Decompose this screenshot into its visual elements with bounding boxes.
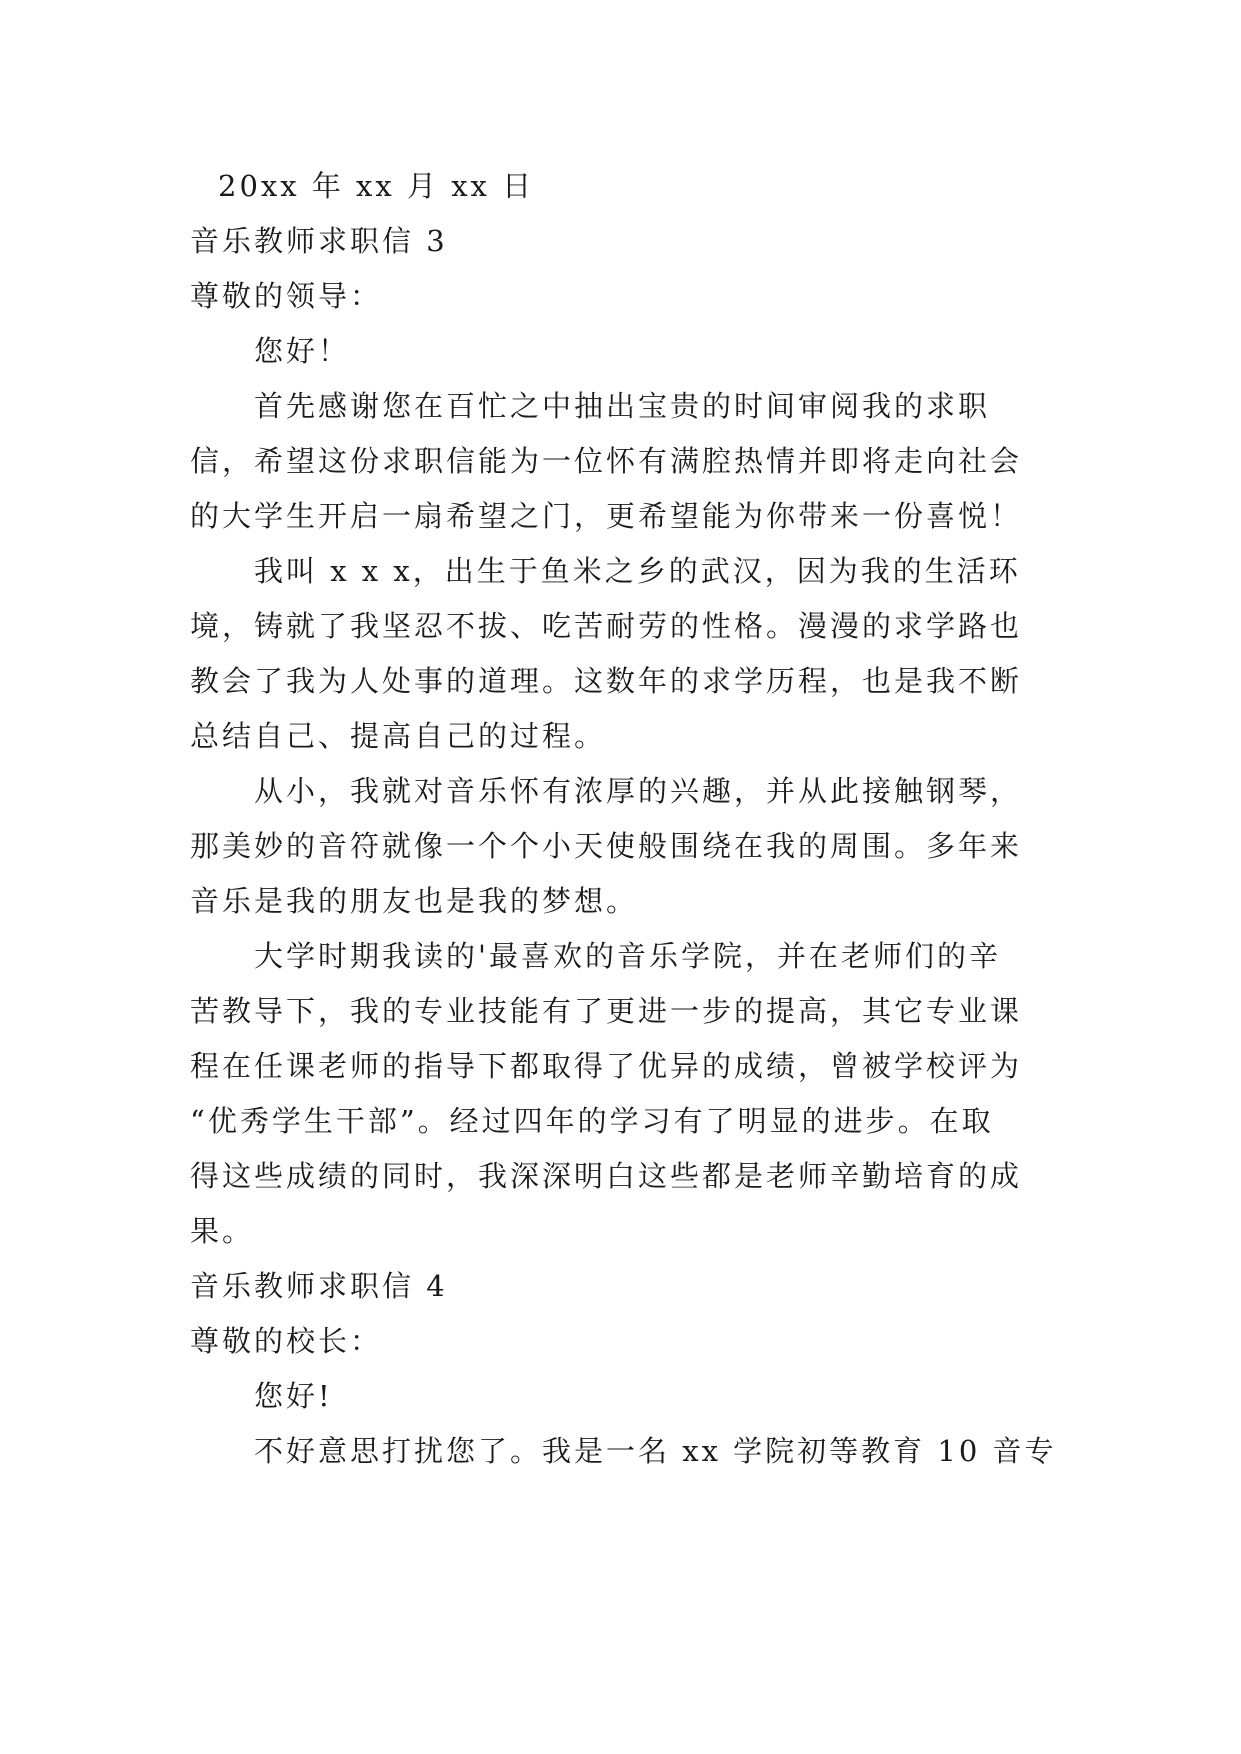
letter3-line: “优秀学生干部”。经过四年的学习有了明显的进步。在取 (190, 1104, 994, 1138)
letter3-salutation: 尊敬的领导： (190, 279, 383, 313)
letter3-line: 那美妙的音符就像一个个小天使般围绕在我的周围。多年来 (190, 829, 1023, 863)
date-line: 20xx 年 xx 月 xx 日 (218, 169, 535, 203)
letter3-line: 得这些成绩的同时，我深深明白这些都是老师辛勤培育的成 (190, 1159, 1023, 1193)
letter3-greeting: 您好！ (254, 334, 351, 368)
letter3-line: 苦教导下，我的专业技能有了更进一步的提高，其它专业课 (190, 994, 1023, 1028)
letter3-line: 程在任课老师的指导下都取得了优异的成绩，曾被学校评为 (190, 1049, 1023, 1083)
letter3-line: 教会了我为人处事的道理。这数年的求学历程，也是我不断 (190, 664, 1023, 698)
letter3-line: 境，铸就了我坚忍不拔、吃苦耐劳的性格。漫漫的求学路也 (190, 609, 1023, 643)
letter3-line: 我叫 x x x，出生于鱼米之乡的武汉，因为我的生活环 (254, 554, 1021, 588)
letter4-salutation: 尊敬的校长： (190, 1324, 383, 1358)
letter3-line: 果。 (190, 1214, 255, 1248)
letter4-title: 音乐教师求职信 4 (190, 1269, 448, 1303)
letter3-title: 音乐教师求职信 3 (190, 224, 448, 258)
letter4-greeting: 您好! (254, 1379, 333, 1413)
letter4-line: 不好意思打扰您了。我是一名 xx 学院初等教育 10 音专 (254, 1434, 1057, 1468)
letter3-line: 的大学生开启一扇希望之门，更希望能为你带来一份喜悦！ (190, 499, 1023, 533)
letter3-line: 首先感谢您在百忙之中抽出宝贵的时间审阅我的求职 (254, 389, 991, 423)
letter3-line: 总结自己、提高自己的过程。 (190, 719, 607, 753)
letter3-line: 信，希望这份求职信能为一位怀有满腔热情并即将走向社会 (190, 444, 1023, 478)
letter3-line: 大学时期我读的'最喜欢的音乐学院，并在老师们的辛 (254, 939, 1001, 973)
letter3-line: 从小，我就对音乐怀有浓厚的兴趣，并从此接触钢琴， (254, 774, 1023, 808)
letter3-line: 音乐是我的朋友也是我的梦想。 (190, 884, 639, 918)
